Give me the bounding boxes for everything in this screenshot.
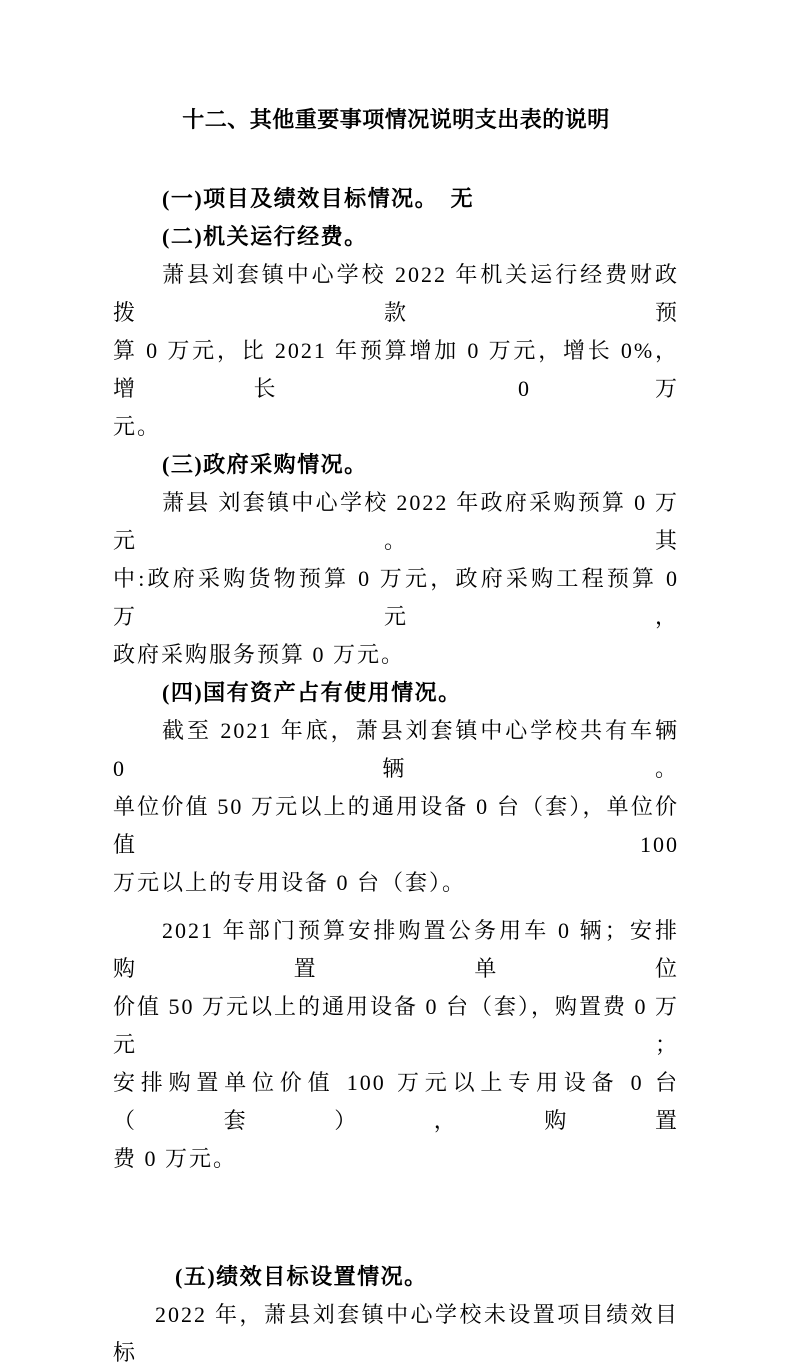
- paragraph-line: 价值 50 万元以上的通用设备 0 台（套），购置费 0 万元；: [113, 994, 680, 1057]
- section-3-paragraph: [113, 484, 679, 674]
- section-2: [113, 218, 679, 446]
- section-4-paragraph-2: [113, 912, 679, 1178]
- section-1: [113, 180, 679, 218]
- document-page: [0, 101, 793, 1365]
- paragraph-line: 元。: [113, 414, 162, 439]
- paragraph-line: 单位价值 50 万元以上的通用设备 0 台（套），单位价值 100: [113, 794, 679, 857]
- section-4: [113, 674, 679, 1178]
- paragraph-line: 政府采购服务预算 0 万元。: [113, 642, 406, 667]
- paragraph-line: 截至 2021 年底，萧县刘套镇中心学校共有车辆 0 辆。: [113, 718, 679, 781]
- section-5-paragraph: [113, 1296, 679, 1372]
- document-content: [0, 101, 793, 1372]
- section-3-heading: (三)政府采购情况。: [162, 452, 368, 477]
- paragraph-line: 安排购置单位价值 100 万元以上专用设备 0 台（套），购置: [113, 1070, 679, 1133]
- section-4-heading: (四)国有资产占有使用情况。: [162, 680, 462, 705]
- paragraph-line: 2021 年部门预算安排购置公务用车 0 辆；安排购置单位: [113, 918, 679, 981]
- section-5: [113, 1258, 679, 1372]
- section-1-heading: (一)项目及绩效目标情况。 无: [162, 186, 475, 211]
- paragraph-line: 萧县刘套镇中心学校 2022 年机关运行经费财政拨款预: [113, 262, 679, 325]
- paragraph-line: 中:政府采购货物预算 0 万元，政府采购工程预算 0 万元，: [113, 566, 679, 629]
- section-2-paragraph: [113, 256, 679, 446]
- section-2-heading: (二)机关运行经费。: [162, 224, 368, 249]
- paragraph-line: 费 0 万元。: [113, 1146, 238, 1171]
- section-3: [113, 446, 679, 674]
- paragraph-line: 萧县 刘套镇中心学校 2022 年政府采购预算 0 万元。其: [113, 490, 679, 553]
- section-4-paragraph-1: [113, 712, 679, 902]
- page-title: 十二、其他重要事项情况说明支出表的说明: [182, 107, 610, 132]
- paragraph-line: 算 0 万元，比 2021 年预算增加 0 万元，增长 0%，增长 0 万: [113, 338, 679, 401]
- paragraph-line: 2022 年，萧县刘套镇中心学校未设置项目绩效目标: [113, 1302, 679, 1365]
- paragraph-line: 万元以上的专用设备 0 台（套）。: [113, 870, 467, 895]
- section-5-heading: (五)绩效目标设置情况。: [175, 1264, 428, 1289]
